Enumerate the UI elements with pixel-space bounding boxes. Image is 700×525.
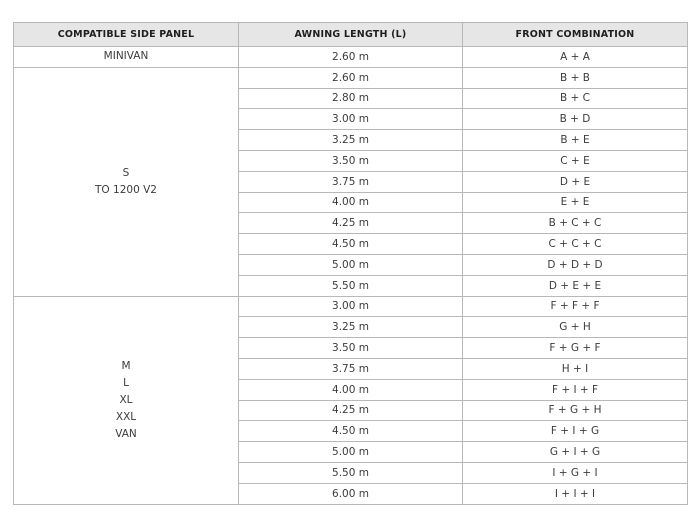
front-combination-cell: G + H	[463, 317, 688, 338]
awning-length-cell: 3.50 m	[239, 150, 463, 171]
front-combination-cell: H + I	[463, 358, 688, 379]
header-awning-length: AWNING LENGTH (L)	[239, 23, 463, 47]
front-combination-cell: E + E	[463, 192, 688, 213]
side-panel-label: M	[121, 359, 131, 372]
front-combination-cell: C + E	[463, 150, 688, 171]
table-header	[14, 23, 688, 47]
awning-length-cell: 4.25 m	[239, 213, 463, 234]
awning-length-cell: 3.00 m	[239, 296, 463, 317]
header-front-combination: FRONT COMBINATION	[463, 23, 688, 47]
table-body	[14, 47, 688, 505]
front-combination-cell: F + F + F	[463, 296, 688, 317]
front-combination-cell: F + G + F	[463, 338, 688, 359]
combination-table-container	[13, 22, 687, 505]
awning-length-cell: 6.00 m	[239, 483, 463, 504]
front-combination-cell: I + I + I	[463, 483, 688, 504]
front-combination-cell: A + A	[463, 47, 688, 68]
table-row	[14, 47, 688, 68]
awning-length-cell: 3.00 m	[239, 109, 463, 130]
awning-length-cell: 3.75 m	[239, 358, 463, 379]
side-panel-label: XL	[119, 393, 133, 406]
awning-combination-table	[13, 22, 688, 505]
awning-length-cell: 4.00 m	[239, 379, 463, 400]
front-combination-cell: D + D + D	[463, 254, 688, 275]
side-panel-cell	[14, 296, 239, 504]
table-row	[14, 67, 688, 88]
awning-length-cell: 3.75 m	[239, 171, 463, 192]
front-combination-cell: D + E	[463, 171, 688, 192]
side-panel-label: VAN	[115, 427, 137, 440]
awning-length-cell: 3.25 m	[239, 130, 463, 151]
front-combination-cell: F + I + G	[463, 421, 688, 442]
front-combination-cell: I + G + I	[463, 462, 688, 483]
front-combination-cell: F + G + H	[463, 400, 688, 421]
awning-length-cell: 2.80 m	[239, 88, 463, 109]
side-panel-label: MINIVAN	[103, 50, 149, 63]
front-combination-cell: B + C + C	[463, 213, 688, 234]
awning-length-cell: 3.25 m	[239, 317, 463, 338]
table-row	[14, 296, 688, 317]
side-panel-label: L	[123, 376, 129, 389]
awning-length-cell: 2.60 m	[239, 47, 463, 68]
side-panel-cell	[14, 67, 239, 296]
header-row	[14, 23, 688, 47]
front-combination-cell: B + B	[463, 67, 688, 88]
front-combination-cell: G + I + G	[463, 442, 688, 463]
awning-length-cell: 2.60 m	[239, 67, 463, 88]
awning-length-cell: 4.25 m	[239, 400, 463, 421]
side-panel-label: XXL	[115, 410, 137, 423]
awning-length-cell: 5.00 m	[239, 254, 463, 275]
front-combination-cell: C + C + C	[463, 234, 688, 255]
awning-length-cell: 5.50 m	[239, 275, 463, 296]
awning-length-cell: 4.00 m	[239, 192, 463, 213]
front-combination-cell: B + D	[463, 109, 688, 130]
awning-length-cell: 5.00 m	[239, 442, 463, 463]
side-panel-cell	[14, 47, 239, 68]
front-combination-cell: D + E + E	[463, 275, 688, 296]
front-combination-cell: B + C	[463, 88, 688, 109]
side-panel-label: S	[122, 166, 130, 179]
awning-length-cell: 4.50 m	[239, 234, 463, 255]
side-panel-label: TO 1200 V2	[95, 183, 157, 196]
awning-length-cell: 3.50 m	[239, 338, 463, 359]
awning-length-cell: 5.50 m	[239, 462, 463, 483]
front-combination-cell: B + E	[463, 130, 688, 151]
header-compatible-side-panel: COMPATIBLE SIDE PANEL	[14, 23, 239, 47]
front-combination-cell: F + I + F	[463, 379, 688, 400]
awning-length-cell: 4.50 m	[239, 421, 463, 442]
